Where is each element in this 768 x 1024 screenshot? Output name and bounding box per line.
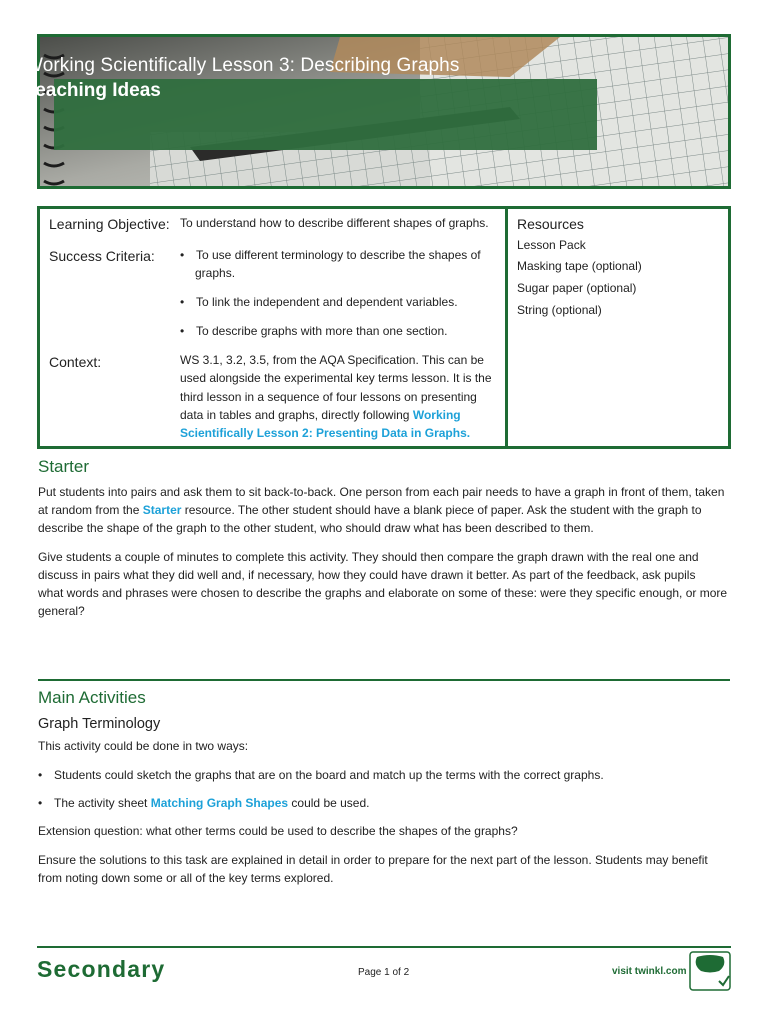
page-title: Working Scientifically Lesson 3: Describing Graphs: [25, 55, 460, 76]
section-divider: [38, 679, 730, 681]
working-scientifically-link[interactable]: Working: [412, 408, 461, 422]
ensure-line-1: Ensure the solutions to this task are explained in detail in order to prepare for the next part of the lesson. Students may benefit: [38, 853, 708, 867]
success-criterion-1-cont: graphs.: [195, 266, 236, 280]
page-number: Page 1 of 2: [358, 967, 410, 978]
lesson-pack-link[interactable]: Lesson Pack: [517, 238, 586, 252]
learning-objective-label: Learning Objective:: [49, 216, 170, 232]
secondary-logo: Secondary: [37, 956, 166, 982]
twinkl-quality-badge-icon: [689, 951, 731, 991]
starter-p2-line-4: general?: [38, 604, 85, 618]
starter-heading: Starter: [38, 457, 90, 476]
worksheet-page: Working Scientifically Lesson 3: Describing Graphs Teaching Ideas Learning Objective: To understand how to describe different shapes of graphs. Success Criteria: • To use different terminology to describe the shapes of graphs. • To link the independent and dependent variables. • To describe graphs with more than one section. Context: WS 3.1, 3.2, 3.5, from the AQA Specification. This can be used alongside the experimental key terms lesson. It is the third lesson in a sequence of four lessons on presenting data in tables and graphs, directly following Working Scientifically Lesson 2: Presenting Data in Graphs. Resources Lesson Pack Masking tape (optional) Sugar paper (optional) String (optional) Starter Put students into pairs and ask them to sit back-to-back. One person from each pair needs to have a graph in front of them, taken at random from the Starter resource. The other student should have a blank piece of paper. Ask the student with the graph to describe the shape of the graph to the other student, who should draw what has been described to them. Give students a couple of minutes to complete this activity. They should then compare the graph drawn with the real one and discuss in pairs what they did well and, if necessary, how they could have drawn it better. As part of the feedback, ask pupils what words and phrases were chosen to describe the graphs and elaborate on some of these: were they specific enough, or more general? Main Activities Graph Terminology This activity could be done in two ways: • Students could sketch the graphs that are on the board and match up the terms with the correct graphs. • The activity sheet Matching Graph Shapes could be used. Extension question: what other terms could be used to describe the shapes of the graphs? Ensure the solutions to this task are explained in detail in order to prepare for the next part of the lesson. Students may benefit from noting down some or all of the key terms explored. Secondary Page 1 of 2 visit twinkl.com: [0, 0, 768, 1024]
context-line-2: used alongside the experimental key terms lesson. It is the: [180, 371, 492, 385]
objectives-divider: [505, 206, 508, 449]
bullet-icon: •: [180, 324, 185, 338]
footer-divider: [37, 946, 731, 948]
bullet-icon: •: [180, 295, 185, 309]
starter-p2-line-3: what words and phrases were chosen to describe the graphs and elaborate on some of these: were they specific enough, or more: [38, 586, 728, 600]
success-criteria-label: Success Criteria:: [49, 248, 155, 264]
bullet-icon: •: [180, 248, 185, 262]
learning-objective-text: To understand how to describe different shapes of graphs.: [180, 216, 489, 230]
bullet-icon: •: [38, 796, 43, 810]
context-line-4: data in tables and graphs, directly following Working: [180, 408, 461, 422]
starter-line-1: Put students into pairs and ask them to sit back-to-back. One person from each pair needs to have a graph in front of them, taken: [38, 485, 725, 499]
starter-line-2: at random from the Starter resource. The other student should have a blank piece of paper. Ask the student with the graph to: [38, 503, 702, 517]
resource-item: String (optional): [517, 303, 602, 317]
main-activities-heading: Main Activities: [38, 688, 146, 707]
context-line-3: third lesson in a sequence of four lessons on presenting: [180, 390, 477, 404]
extension-question: Extension question: what other terms could be used to describe the shapes of the graphs?: [38, 824, 518, 838]
context-line-1: WS 3.1, 3.2, 3.5, from the AQA Specification. This can be: [180, 353, 484, 367]
graph-terminology-heading: Graph Terminology: [38, 716, 161, 732]
page-subtitle: Teaching Ideas: [25, 80, 161, 101]
context-label: Context:: [49, 354, 102, 370]
matching-graph-shapes-link[interactable]: Matching Graph Shapes: [150, 796, 289, 810]
main-intro: This activity could be done in two ways:: [38, 739, 249, 753]
bullet-icon: •: [38, 768, 43, 782]
ensure-line-2: from noting down some or all of the key terms explored.: [38, 871, 334, 885]
resources-title: Resources: [517, 216, 584, 232]
lesson-2-link[interactable]: Scientifically Lesson 2: Presenting Data in Graphs.: [180, 426, 471, 440]
visit-twinkl-link[interactable]: visit twinkl.com: [612, 966, 687, 977]
resource-item: Masking tape (optional): [517, 259, 642, 273]
resource-item: Sugar paper (optional): [517, 281, 637, 295]
starter-resource-link[interactable]: Starter: [142, 503, 182, 517]
starter-line-3: describe the shape of the graph to the other student, who should draw what has been described to them.: [38, 521, 594, 535]
starter-p2-line-2: discuss in pairs what they did well and, if necessary, how they could have drawn it better. As part of the feedback, ask pupils: [38, 568, 696, 582]
starter-p2-line-1: Give students a couple of minutes to complete this activity. They should then compare the graph drawn with the real one and: [38, 550, 699, 564]
